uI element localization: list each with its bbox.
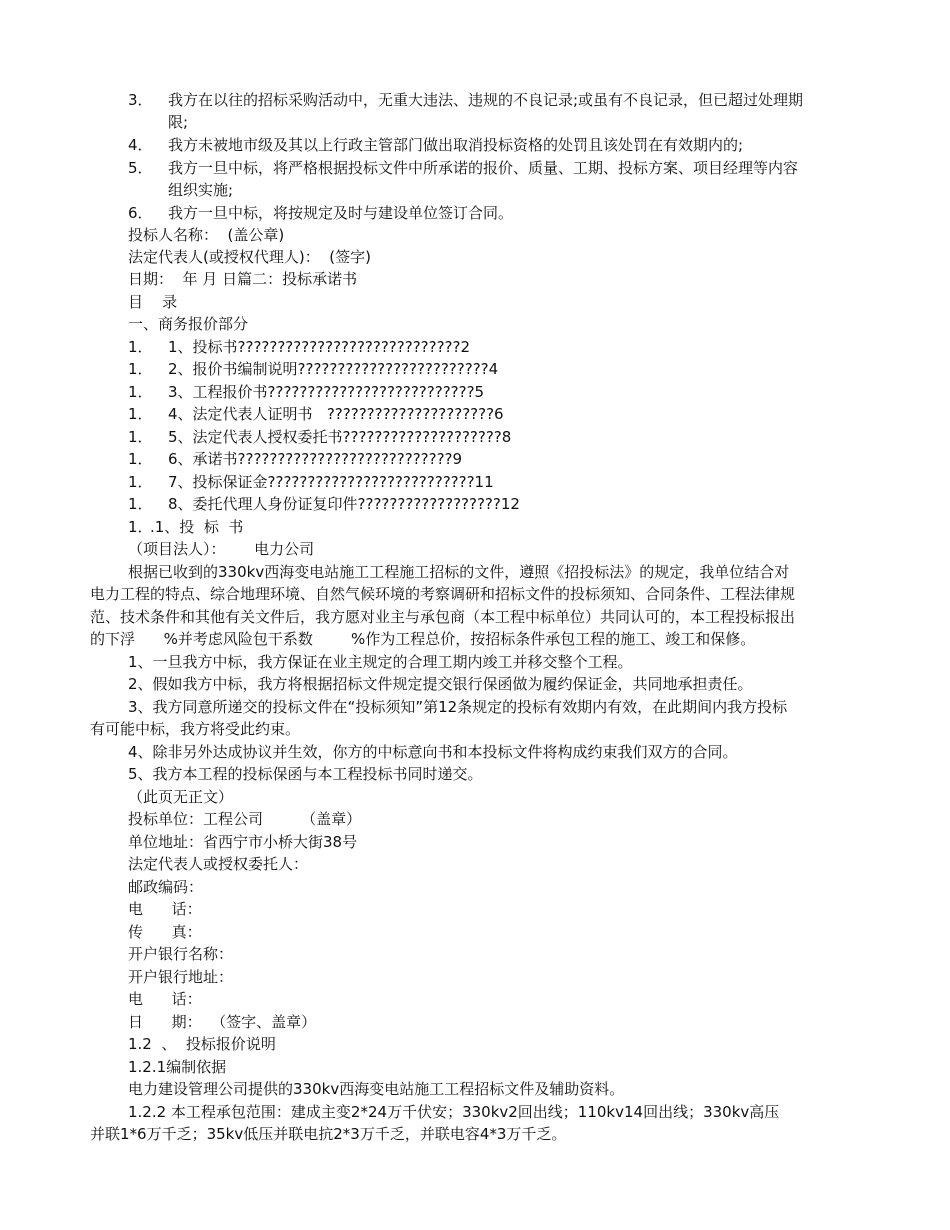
scope-text-cont: 并联1*6万千乏；35kv低压并联电抗2*3万千乏，并联电容4*3万千乏。 [90,1125,567,1143]
date-line: 日期： 年 月 日篇二：投标承诺书 [128,270,358,288]
no-text-note: （此页无正文） [128,788,234,806]
toc-item-number: 1． [128,360,153,378]
unit-address-field: 单位地址：省西宁市小桥大街38号 [128,833,358,851]
letter-paragraph-line: 范、技术条件和其他有关文件后，我方愿对业主与承包商（本工程中标单位）共同认可的，本工程投标报出 [90,608,796,626]
toc-item-number: 1． [128,405,153,423]
letter-paragraph-line: 根据已收到的330kv西海变电站施工工程施工招标的文件，遵照《招投标法》的规定，我单位结合对 [128,563,790,581]
commitment-5-line2: 组织实施; [168,181,234,199]
commitment-5-line1: 我方一旦中标，将严格根据投标文件中所承诺的报价、质量、工期、投标方案、项目经理等内容 [168,159,799,177]
commitment-6-line1: 我方一旦中标，将按规定及时与建设单位签订合同。 [168,204,514,222]
toc-item: 6、承诺书???????????????????????????9 [168,450,463,468]
toc-item-number: 1． [128,338,153,356]
toc-item: 1、投标书????????????????????????????2 [168,338,471,356]
section-title: 1.2 、 投标报价说明 [128,1035,276,1053]
toc-title: 目 录 [128,293,178,311]
commitment-4-line1: 我方未被地市级及其以上行政主管部门做出取消投标资格的处罚且该处罚在有效期内的; [168,136,744,154]
letter-paragraph-line: 的下浮 %并考虑风险包干系数 %作为工程总价，按招标条件承包工程的施工、竣工和保修。 [90,630,756,648]
fax-field: 传 真： [128,923,202,941]
commitment-3-line1: 我方在以往的招标采购活动中，无重大违法、违规的不良记录;或虽有不良记录，但已超过处理期 [168,91,804,109]
phone-field: 电 话： [128,900,202,918]
toc-item-number: 1． [128,473,153,491]
letter-paragraph-line: 电力工程的特点、综合地理环境、自然气候环境的考察调研和招标文件的投标须知、合同条件、工程法律规 [90,585,796,603]
toc-item: 2、报价书编制说明????????????????????????4 [168,360,499,378]
bank-address-field: 开户银行地址： [128,968,234,986]
scope-text: 1.2.2 本工程承包范围：建成主变2*24万千伏安；330kv2回出线；110kv14回出线；330kv高压 [128,1103,780,1121]
toc-item: 5、法定代表人授权委托书????????????????????8 [168,428,512,446]
commitment-3-line2: 限; [168,113,189,131]
basis-text: 电力建设管理公司提供的330kv西海变电站施工工程招标文件及辅助资料。 [128,1080,625,1098]
phone-field-2: 电 话： [128,990,202,1008]
bidder-name-line: 投标人名称： (盖公章) [128,226,285,244]
pledge-4: 4、除非另外达成协议并生效，你方的中标意向书和本投标文件将构成约束我们双方的合同。 [128,743,738,761]
item-number: 4． [128,136,153,154]
postcode-field: 邮政编码： [128,878,204,896]
toc-item-number: 1． [128,518,153,536]
toc-item-number: 1． [128,383,153,401]
toc-item: 7、投标保证金??????????????????????????11 [168,473,494,491]
pledge-3: 3、我方同意所递交的投标文件在“投标须知”第12条规定的投标有效期内有效，在此期间内我方投标 [128,698,788,716]
pledge-5: 5、我方本工程的投标保函与本工程投标书同时递交。 [128,765,483,783]
legal-rep-field: 法定代表人或授权委托人： [128,855,309,873]
pledge-2: 2、假如我方中标，我方将根据招标文件规定提交银行保函做为履约保证金，共同地承担责任。 [128,675,753,693]
addressee-line: （项目法人）： 电力公司 [128,540,315,558]
pledge-1: 1、一旦我方中标，我方保证在业主规定的合理工期内竣工并移交整个工程。 [128,653,633,671]
toc-item-number: 1． [128,428,153,446]
toc-item: .1、投 标 书 [150,518,244,536]
toc-item: 4、法定代表人证明书 ?????????????????????6 [168,405,504,423]
bank-name-field: 开户银行名称： [128,945,234,963]
date-field: 日 期： （签字、盖章） [128,1013,317,1031]
pledge-3-cont: 有可能中标，我方将受此约束。 [90,720,301,738]
legal-rep-line: 法定代表人(或授权代理人)： (签字) [128,248,371,266]
item-number: 3． [128,91,153,109]
subsection-title: 1.2.1编制依据 [128,1058,227,1076]
bid-unit-field: 投标单位：工程公司 （盖章） [128,810,362,828]
toc-item: 8、委托代理人身份证复印件??????????????????12 [168,495,520,513]
toc-section: 一、商务报价部分 [128,315,249,333]
toc-item-number: 1． [128,450,153,468]
toc-item-number: 1． [128,495,153,513]
item-number: 5． [128,159,153,177]
toc-item: 3、工程报价书??????????????????????????5 [168,383,485,401]
item-number: 6． [128,204,153,222]
